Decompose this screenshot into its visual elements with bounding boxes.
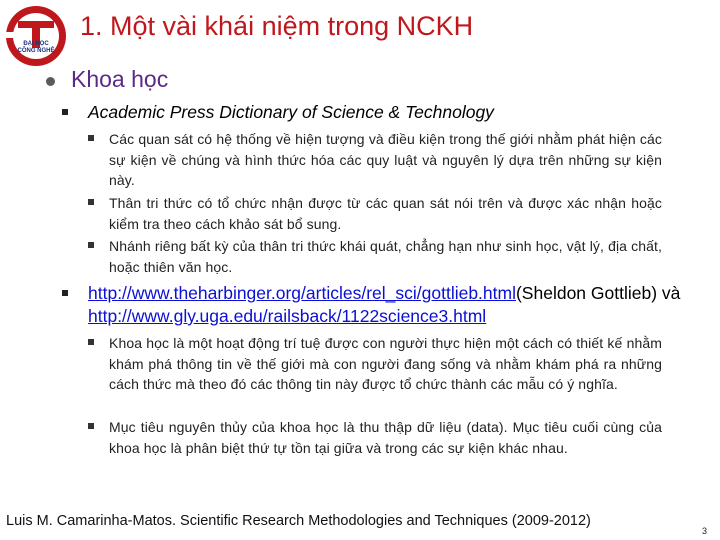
definition-text: Các quan sát có hệ thống về hiện tượng và điều kiện trong thế giới nhằm phát hiện các sự kiện về chúng và hình thức hóa các quy luật và nguyên lý dựa trên những sự kiện này. bbox=[109, 131, 662, 188]
university-logo bbox=[4, 4, 68, 68]
source-author-text: (Sheldon Gottlieb) và bbox=[515, 283, 681, 303]
logo-emblem bbox=[4, 4, 68, 68]
bullet-square-icon bbox=[62, 290, 68, 296]
definition-text: Nhánh riêng bất kỳ của thân tri thức khái quát, chẳng hạn như sinh học, vật lý, địa chất, hoặc thiên văn học. bbox=[109, 238, 662, 275]
source-links-text bbox=[88, 282, 698, 328]
footer-citation: Luis M. Camarinha-Matos. Scientific Research Methodologies and Techniques (2009-2012) bbox=[6, 513, 591, 529]
bullet-square-icon bbox=[88, 242, 94, 248]
bullet-square-icon bbox=[88, 199, 94, 205]
definition-text: Mục tiêu nguyên thủy của khoa học là thu thập dữ liệu (data). Mục tiêu cuối cùng của khoa học là phân biệt thứ tự tồn tại giữa và trong các sự kiện khác nhau. bbox=[109, 419, 662, 456]
bullet-square-icon bbox=[88, 423, 94, 429]
source-heading: Academic Press Dictionary of Science & Technology bbox=[88, 102, 494, 122]
link-theharbinger[interactable]: http://www.theharbinger.org/articles/rel_sci/gottlieb.html bbox=[88, 283, 516, 303]
definition-text: Thân tri thức có tổ chức nhận được từ các quan sát nói trên và được xác nhận hoặc kiểm tra theo cách khảo sát bổ sung. bbox=[109, 195, 662, 232]
logo-text-line1: ĐẠI HỌC bbox=[23, 41, 49, 47]
slide-title: 1. Một vài khái niệm trong NCKH bbox=[80, 11, 474, 41]
bullet-square-icon bbox=[88, 339, 94, 345]
logo-text-line2: CÔNG NGHỆ bbox=[17, 48, 55, 54]
definition-text: Khoa học là một hoạt động trí tuệ được con người thực hiện một cách có thiết kế nhằm khám phá thông tin về thế giới mà con người đang sống và nhằm khám phá ra những cách thức mà theo đó các thông tin này được tổ chức thành các mẫu có ý nghĩa. bbox=[109, 335, 662, 392]
link-gly-uga[interactable]: http://www.gly.uga.edu/railsback/1122science3.html bbox=[88, 306, 487, 326]
bullet-square-icon bbox=[88, 135, 94, 141]
page-number: 3 bbox=[702, 526, 708, 536]
bullet-square-icon bbox=[62, 109, 68, 115]
bullet-khoa-hoc-label: Khoa học bbox=[71, 66, 169, 92]
bullet-dot-icon bbox=[46, 77, 55, 86]
